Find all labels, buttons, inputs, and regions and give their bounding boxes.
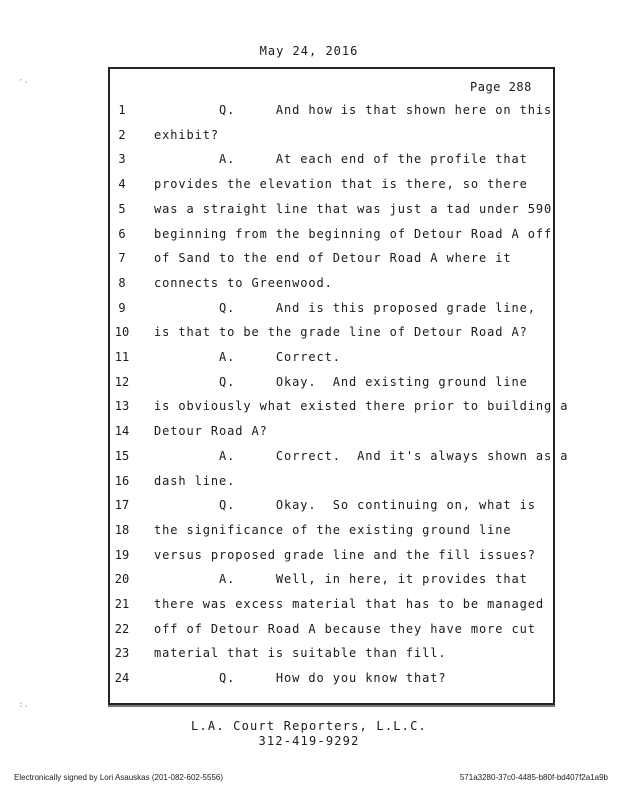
transcript-line [0, 103, 618, 123]
line-text: of Sand to the end of Detour Road A where it [154, 251, 512, 266]
transcript-line [0, 251, 618, 271]
line-text: material that is suitable than fill. [154, 646, 447, 661]
page-number: Page 288 [470, 80, 532, 94]
line-text: Q. And is this proposed grade line, [154, 300, 536, 315]
line-number: 5 [118, 201, 126, 216]
line-number: 23 [114, 646, 130, 661]
line-text: versus proposed grade line and the fill issues? [154, 547, 536, 562]
transcript-line [0, 325, 618, 345]
line-number: 21 [114, 597, 130, 611]
line-text: provides the elevation that is there, so there [154, 177, 528, 192]
transcript-line [0, 548, 618, 568]
line-number: 7 [118, 251, 126, 266]
line-text: is obviously what existed there prior to building a [154, 399, 569, 414]
line-text: Q. How do you know that? [154, 671, 447, 686]
line-number: 9 [118, 300, 126, 315]
transcript-line [0, 572, 618, 592]
line-text: connects to Greenwood. [154, 275, 333, 290]
transcript-line [0, 622, 618, 642]
transcript-line [0, 301, 618, 321]
frame-shadow [108, 705, 555, 707]
line-number: 20 [114, 572, 130, 587]
line-number: 22 [114, 621, 130, 636]
line-text: off of Detour Road A because they have more cut [154, 621, 536, 636]
line-text: was a straight line that was just a tad under 590 [154, 201, 553, 216]
line-text: is that to be the grade line of Detour Road A? [154, 325, 528, 340]
line-number: 18 [114, 522, 130, 537]
line-number: 12 [114, 374, 130, 389]
transcript-line [0, 474, 618, 494]
line-text: A. At each end of the profile that [154, 152, 528, 167]
transcript-line [0, 375, 618, 395]
line-number: 4 [118, 177, 126, 192]
line-number: 19 [114, 547, 130, 562]
line-text: the significance of the existing ground line [154, 522, 512, 537]
transcript-line [0, 152, 618, 172]
transcript-line [0, 498, 618, 518]
line-text: A. Well, in here, it provides that [154, 572, 528, 587]
line-number: 11 [114, 350, 130, 364]
line-number: 10 [114, 325, 130, 340]
line-text: Q. And how is that shown here on this [154, 103, 553, 117]
line-text: Detour Road A? [154, 424, 268, 439]
scan-speck-mark: ·. [18, 76, 29, 86]
transcript-date: May 24, 2016 [259, 44, 359, 58]
transcript-line [0, 449, 618, 469]
line-number: 14 [114, 424, 130, 439]
line-text: Q. Okay. And existing ground line [154, 374, 528, 389]
transcript-line [0, 202, 618, 222]
document-id: 571a3280-37c0-4485-b80f-bd407f2a1a9b [459, 773, 608, 782]
line-text: dash line. [154, 473, 236, 488]
transcript-line [0, 399, 618, 419]
transcript-line [0, 671, 618, 691]
transcript-line [0, 597, 618, 617]
scan-speck-mark: :. [18, 700, 29, 710]
line-text: A. Correct. And it's always shown as a [154, 448, 569, 463]
transcript-line [0, 276, 618, 296]
transcript-line [0, 177, 618, 197]
transcript-line [0, 523, 618, 543]
transcript-line [0, 350, 618, 370]
line-text: Q. Okay. So continuing on, what is [154, 498, 536, 513]
electronic-signature: Electronically signed by Lori Asauskas (201-082-602-5556) [14, 773, 224, 782]
reporter-company: L.A. Court Reporters, L.L.C. [191, 719, 427, 733]
line-number: 16 [114, 473, 130, 488]
line-number: 24 [114, 671, 130, 686]
transcript-line [0, 424, 618, 444]
line-text: A. Correct. [154, 350, 341, 364]
transcript-line [0, 227, 618, 247]
line-number: 6 [118, 226, 126, 241]
transcript-line [0, 128, 618, 148]
line-number: 2 [118, 127, 126, 142]
line-number: 8 [118, 275, 126, 290]
line-number: 17 [114, 498, 130, 513]
line-number: 13 [114, 399, 130, 414]
line-text: exhibit? [154, 127, 219, 142]
line-text: beginning from the beginning of Detour Road A off [154, 226, 553, 241]
line-text: there was excess material that has to be managed [154, 597, 544, 611]
reporter-phone: 312-419-9292 [258, 734, 360, 748]
line-number: 1 [118, 103, 126, 117]
transcript-line [0, 646, 618, 666]
line-number: 3 [118, 152, 126, 167]
line-number: 15 [114, 448, 130, 463]
